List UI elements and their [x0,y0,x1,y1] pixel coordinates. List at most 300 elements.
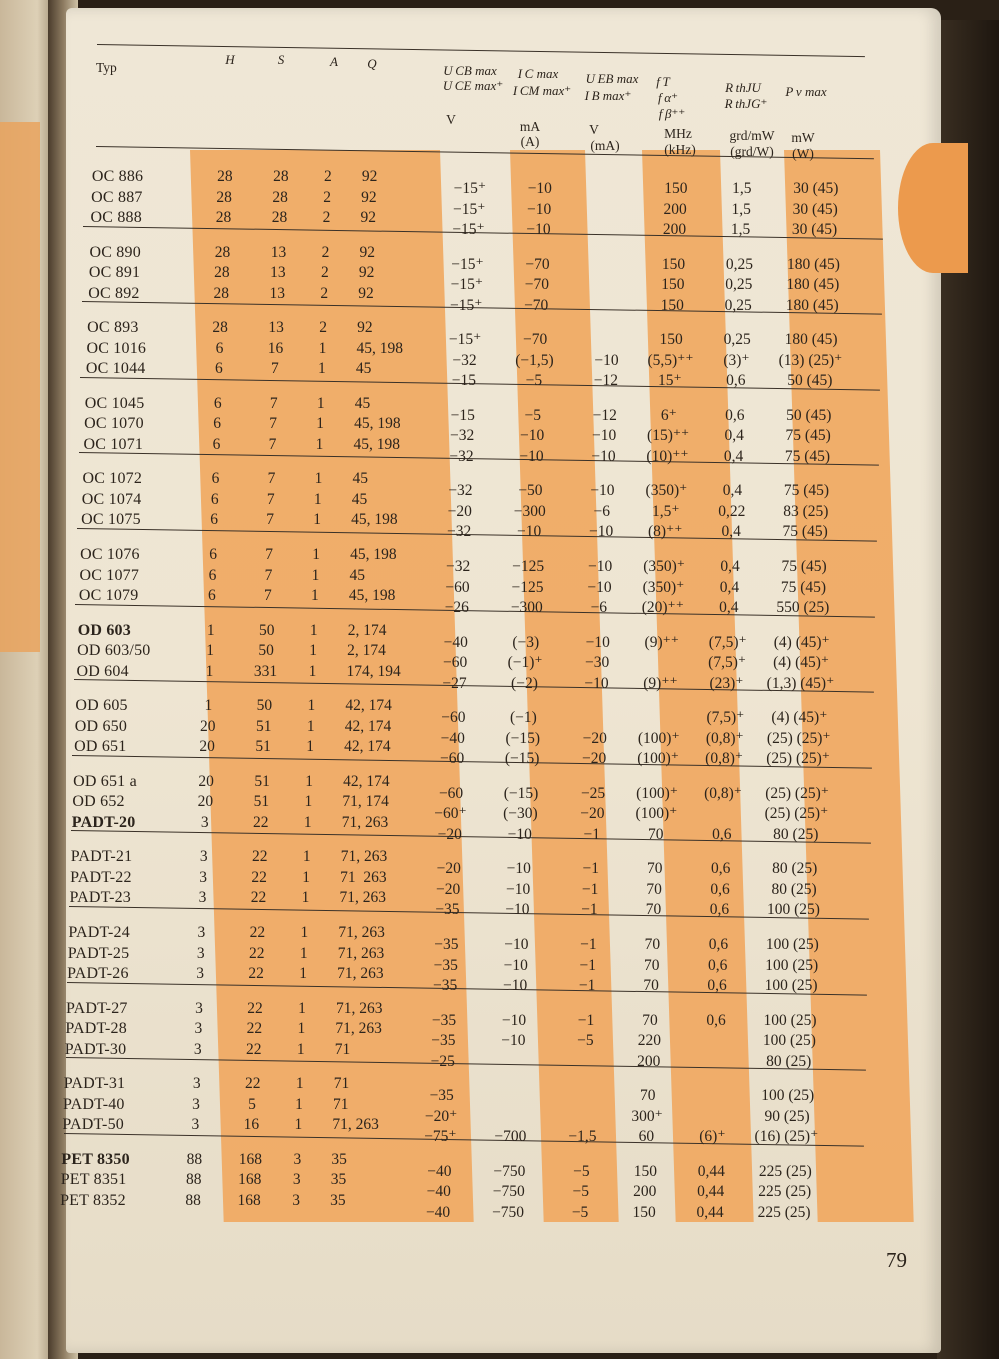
cell-q: 71, 263 [336,999,383,1017]
cell-p: 100 (25) [765,936,819,953]
cell-r: 0,6 [712,825,732,843]
type-name: PADT-22 [70,868,132,886]
cell-ft: (100)⁺ [637,729,680,747]
cell-ic: −10 [504,936,529,953]
type-name: OC 1071 [83,435,144,453]
cell-a: 2 [323,168,332,185]
cell-p: 100 (25) [761,1087,815,1105]
cell-a: 2 [319,319,327,337]
cell-a: 1 [306,717,315,735]
type-name: OC 1074 [81,490,142,508]
cell-ueb: −1 [580,936,597,953]
cell-ft: 150 [659,331,683,349]
cell-s: 51 [256,717,272,735]
header-ueb-unit2: (mA) [590,138,620,153]
cell-ic: −300 [513,502,546,520]
cell-ueb: −20 [580,805,605,823]
cell-a: 1 [302,868,310,886]
cell-ft: 6⁺ [660,406,677,424]
cell-h: 6 [210,490,219,508]
cell-u: −15 [450,406,475,424]
cell-p: 75 (45) [782,523,828,541]
cell-h: 88 [186,1150,203,1168]
cell-ic: −5 [524,406,542,424]
cell-q: 45 [351,490,368,508]
cell-u: −20 [435,880,461,898]
cell-a: 1 [302,848,311,866]
cell-h: 3 [199,848,208,866]
cell-a: 1 [317,360,326,378]
cell-q: 35 [331,1150,347,1168]
type-name: OC 888 [90,209,142,226]
cell-p: 100 (25) [763,1011,817,1029]
cell-q: 2, 174 [347,642,386,660]
cell-a: 1 [305,772,313,790]
type-name: OC 1079 [78,587,139,604]
cell-u: −20 [437,825,462,843]
type-name: OD 651 [74,738,127,756]
cell-s: 7 [263,587,272,604]
cell-ft: 150 [661,276,685,294]
cell-h: 88 [185,1191,201,1209]
cell-a: 1 [314,470,323,488]
type-name: OD 650 [74,717,128,735]
cell-ft: (350)⁺ [642,578,685,596]
header-ic-unit2: (A) [520,134,540,149]
cell-ueb: −1,5 [568,1128,597,1146]
cell-u: −60⁺ [434,805,467,823]
cell-h: 6 [215,339,224,357]
cell-ic: −10 [527,200,552,218]
cell-ic: −125 [511,578,544,596]
cell-ft: (350)⁺ [643,558,685,575]
type-name: PET 8350 [61,1150,130,1168]
cell-h: 3 [191,1116,200,1134]
cell-q: 71, 263 [339,889,386,907]
cell-q: 45, 198 [354,415,401,433]
type-name: OD 652 [72,793,125,811]
cell-q: 92 [359,243,375,261]
cell-r: 0,22 [718,502,746,520]
cell-ueb: −1 [577,1011,595,1029]
cell-p: 80 (25) [772,860,818,878]
cell-q: 92 [361,168,378,185]
cell-p: (16) (25)⁺ [754,1128,819,1146]
cell-q: 71, 263 [340,848,388,866]
cell-p: 80 (25) [766,1052,812,1070]
cell-u: −32 [449,447,474,465]
cell-h: 28 [217,168,233,185]
cell-ft: 70 [644,936,661,953]
cell-s: 22 [250,889,267,907]
cell-q: 45, 198 [356,339,403,357]
cell-r: 0,25 [725,276,753,294]
cell-p: 75 (45) [784,447,831,465]
cell-s: 13 [270,243,287,261]
cell-r: 0,6 [708,956,728,974]
cell-ft: (8)⁺⁺ [647,523,683,541]
type-name: OD 651 a [73,772,137,790]
cell-ic: −700 [494,1128,527,1146]
cell-p: 180 (45) [785,296,839,314]
cell-ic: −10 [503,956,528,974]
cell-ic: (−1) [509,709,537,727]
cell-s: 28 [271,209,288,226]
cell-p: 75 (45) [781,558,827,575]
cell-u: −35 [432,977,458,994]
cell-a: 1 [295,1095,303,1113]
cell-h: 1 [206,642,214,660]
cell-a: 1 [316,415,325,433]
cell-q: 71 263 [340,868,387,886]
thumb-index-tab [898,143,968,273]
cell-ft: 150 [660,296,684,314]
cell-p: 75 (45) [785,427,831,445]
cell-a: 1 [306,738,314,756]
cell-ueb: −1 [581,901,598,919]
cell-ic: −10 [501,1011,527,1029]
cell-ueb: −10 [594,351,619,369]
cell-ueb: −1 [582,860,599,878]
cell-s: 22 [248,965,264,982]
cell-a: 1 [316,394,325,412]
cell-h: 6 [210,511,219,529]
cell-r: (23)⁺ [709,674,744,692]
cell-ft: (15)⁺⁺ [647,427,690,445]
cell-ueb: −20 [582,750,607,768]
cell-ic: −10 [505,901,530,919]
cell-ic: (−3) [512,633,540,651]
cell-r: 1,5 [731,200,751,218]
type-name: OD 603/50 [77,642,151,660]
cell-p: 83 (25) [783,502,829,520]
cell-ueb: −10 [585,633,610,651]
cell-ic: −750 [492,1203,525,1221]
cell-q: 42, 174 [345,697,392,715]
cell-q: 35 [330,1191,346,1209]
header-icm: I CM max⁺ [512,83,572,98]
cell-u: −27 [442,674,467,692]
cell-a: 1 [300,924,309,941]
cell-r: 0,6 [709,901,730,919]
cell-ic: −10 [502,977,528,994]
cell-ueb: −5 [571,1203,589,1221]
cell-u: −60 [438,784,464,802]
cell-ic: −10 [517,523,542,541]
cell-h: 28 [214,243,231,261]
cell-q: 42, 174 [344,717,392,735]
header-r-unit2: (grd/W) [730,144,774,159]
cell-s: 22 [248,944,265,962]
cell-r: (0,8)⁺ [705,729,744,747]
cell-r: 0,6 [726,372,746,390]
cell-r: 0,44 [696,1203,724,1221]
cell-h: 3 [195,999,203,1017]
cell-s: 16 [243,1116,260,1134]
cell-ic: −125 [512,558,545,575]
cell-r: 0,6 [706,1011,726,1029]
cell-r: 0,4 [719,578,740,596]
cell-r: (0,8)⁺ [705,750,744,768]
cell-a: 1 [295,1075,304,1093]
cell-h: 1 [206,621,215,639]
cell-s: 7 [266,490,275,508]
cell-h: 28 [216,188,232,206]
cell-p: 50 (45) [787,372,833,390]
cell-p: 225 (25) [758,1183,812,1201]
type-name: OD 605 [75,697,128,715]
cell-r: (0,8)⁺ [704,784,742,802]
cell-ic: −10 [519,447,544,465]
cell-s: 50 [259,621,275,639]
header-p-unit2: (W) [792,146,814,161]
cell-ueb: −30 [584,654,610,672]
cell-s: 7 [269,394,278,412]
cell-r: 1,5 [732,180,752,197]
cell-q: 71, 263 [335,1020,382,1038]
cell-r: 0,44 [697,1162,725,1180]
cell-a: 1 [309,621,318,639]
header-ucb: U CB max [443,63,497,78]
cell-r: 0,6 [708,936,729,953]
cell-ueb: −10 [584,674,609,692]
cell-u: −35 [431,1032,456,1050]
cell-ic: (−30) [503,805,538,823]
cell-r: 0,4 [724,427,744,445]
type-name: PADT-27 [66,999,128,1017]
cell-u: −35 [429,1087,454,1105]
type-name: PADT-23 [69,889,132,907]
cell-s: 51 [253,793,270,811]
cell-a: 2 [322,209,331,226]
cell-ft: 200 [662,221,687,238]
cell-q: 92 [358,264,375,282]
cell-p: (25) (25)⁺ [765,784,829,802]
cell-ft: 70 [648,825,664,843]
type-name: OC 1045 [84,394,145,412]
cell-ft: (5,5)⁺⁺ [647,351,694,369]
type-name: OC 890 [89,243,141,261]
cell-ic: (−2) [511,674,538,692]
cell-h: 20 [197,793,214,811]
cell-h: 28 [213,284,229,302]
cell-q: 45 [354,394,371,412]
cell-r: 0,6 [711,860,731,878]
cell-u: −32 [448,482,473,500]
cell-p: 75 (45) [783,482,830,500]
header-p: P v max [785,84,827,99]
header-a: A [330,54,338,69]
type-name: PADT-31 [63,1075,126,1093]
cell-q: 92 [357,319,373,337]
cell-s: 22 [251,868,267,886]
type-name: OC 1077 [79,566,140,584]
cell-a: 1 [294,1116,303,1134]
cell-q: 71 [334,1040,351,1058]
cell-a: 1 [301,889,310,907]
cell-ic: −750 [493,1162,526,1180]
type-name: OC 893 [87,319,139,337]
cell-ic: −70 [524,296,549,314]
header-r1: R thJU [725,80,761,95]
cell-q: 42, 174 [344,738,391,756]
cell-ft: 150 [633,1162,657,1180]
header-r2: R thJG⁺ [724,96,768,111]
cell-ft: (10)⁺⁺ [646,447,689,465]
cell-ueb: −6 [590,599,608,616]
cell-s: 22 [253,813,269,831]
cell-r: (7,5)⁺ [708,654,747,672]
cell-s: 22 [249,924,266,941]
cell-r: 0,44 [697,1183,725,1201]
header-ic: I C max [517,66,559,81]
cell-r: (6)⁺ [699,1128,726,1146]
cell-h: 3 [196,944,205,962]
cell-h: 6 [213,415,222,433]
cell-u: −35 [431,1011,457,1029]
cell-ft: 150 [661,255,686,273]
cell-ft: 150 [632,1203,656,1221]
cell-a: 1 [308,662,317,680]
cell-ic: (−15) [504,750,540,768]
cell-u: −15⁺ [451,255,484,273]
cell-ic: −70 [524,276,549,294]
cell-q: 71, 263 [332,1116,379,1134]
cell-q: 35 [330,1171,347,1189]
cell-u: −32 [452,351,477,369]
cell-h: 3 [199,868,207,886]
cell-r: 0,25 [723,331,751,349]
type-name: PADT-21 [70,848,133,866]
cell-a: 1 [299,965,307,982]
cell-ft: 1,5⁺ [652,502,680,520]
cell-ic: −10 [501,1032,526,1050]
type-name: OC 1075 [81,511,141,529]
cell-ft: 70 [639,1087,656,1105]
cell-ft: 150 [664,180,688,197]
cell-u: −15⁺ [452,200,486,218]
cell-r: 0,6 [725,406,745,424]
cell-p: 80 (25) [771,880,817,898]
cell-u: −20 [436,860,461,878]
cell-h: 1 [205,662,214,680]
cell-q: 92 [361,188,377,206]
cell-s: 168 [238,1171,262,1189]
cell-u: −15 [451,372,476,390]
type-name: OD 604 [76,662,129,680]
cell-p: 30 (45) [792,200,838,218]
cell-ic: −70 [523,331,548,349]
cell-ft: 70 [643,956,660,974]
cell-h: 6 [209,546,217,563]
cell-a: 1 [318,339,327,357]
cell-r: 0,6 [707,977,727,994]
cell-ueb: −10 [591,447,616,465]
cell-r: 0,4 [722,482,743,500]
cell-s: 331 [253,662,278,680]
cell-s: 7 [264,566,273,584]
cell-h: 3 [192,1095,200,1113]
cell-s: 22 [246,1040,262,1058]
cell-a: 1 [313,490,322,508]
cell-ueb: −5 [573,1162,590,1180]
cell-q: 45 [352,470,368,488]
cell-ic: −10 [505,880,531,898]
cell-u: −60 [440,750,465,768]
cell-q: 45, 198 [348,587,396,604]
cell-p: 50 (45) [786,406,832,424]
type-name: PADT-28 [65,1020,127,1038]
cell-s: 50 [256,697,273,715]
cell-ueb: −10 [590,482,615,500]
type-name: OC 892 [88,284,140,302]
cell-h: 28 [214,264,230,282]
cell-u: −40 [440,729,465,747]
cell-r: 0,4 [721,523,741,541]
cell-s: 28 [273,168,289,185]
cell-ic: (−1,5) [515,351,554,369]
cell-r: 1,5 [730,221,751,238]
cell-r: (7,5)⁺ [708,633,747,651]
cell-h: 3 [197,924,206,941]
cell-s: 22 [244,1075,261,1093]
cell-ueb: −6 [593,502,611,520]
cell-s: 168 [237,1191,261,1209]
cell-a: 1 [312,546,320,563]
cell-ft: (100)⁺ [637,750,679,768]
cell-a: 2 [320,284,329,302]
header-ft-unit1: MHz [664,126,692,141]
cell-ueb: −20 [582,729,607,747]
cell-h: 6 [211,470,220,488]
cell-p: 100 (25) [765,956,819,974]
cell-s: 28 [272,188,288,206]
type-name: OC 1076 [80,546,140,563]
cell-ft: 60 [638,1128,655,1146]
cell-a: 1 [313,511,322,529]
cell-u: −26 [444,599,469,616]
type-name: OC 1070 [84,415,144,433]
cell-a: 1 [299,944,308,962]
cell-h: 3 [194,1020,203,1038]
cell-p: (1,3) (45)⁺ [766,674,835,692]
cell-p: 550 (25) [776,599,830,616]
cell-h: 3 [200,813,209,831]
cell-h: 3 [198,889,207,907]
cell-ft: 15⁺ [658,372,682,390]
cell-u: −75⁺ [424,1128,457,1146]
cell-s: 168 [238,1150,262,1168]
header-ft-unit2: (kHz) [664,142,696,157]
cell-h: 28 [212,319,228,337]
cell-q: 92 [358,284,374,302]
cell-r: (7,5)⁺ [706,709,745,727]
cell-q: 71, 263 [338,924,385,941]
header-r-unit1: grd/mW [729,128,775,143]
cell-q: 71, 263 [337,944,385,962]
header-ib: I B max⁺ [584,88,632,103]
type-name: PADT-20 [71,813,136,831]
cell-h: 6 [208,566,217,584]
cell-u: −15⁺ [450,276,484,294]
cell-h: 6 [213,394,222,412]
cell-q: 45 [355,360,372,378]
cell-u: −32 [450,427,475,445]
type-name: OC 891 [88,264,141,282]
cell-q: 71, 263 [337,965,384,982]
cell-ic: (−1)⁺ [507,654,543,672]
header-ft: f T [656,74,670,89]
